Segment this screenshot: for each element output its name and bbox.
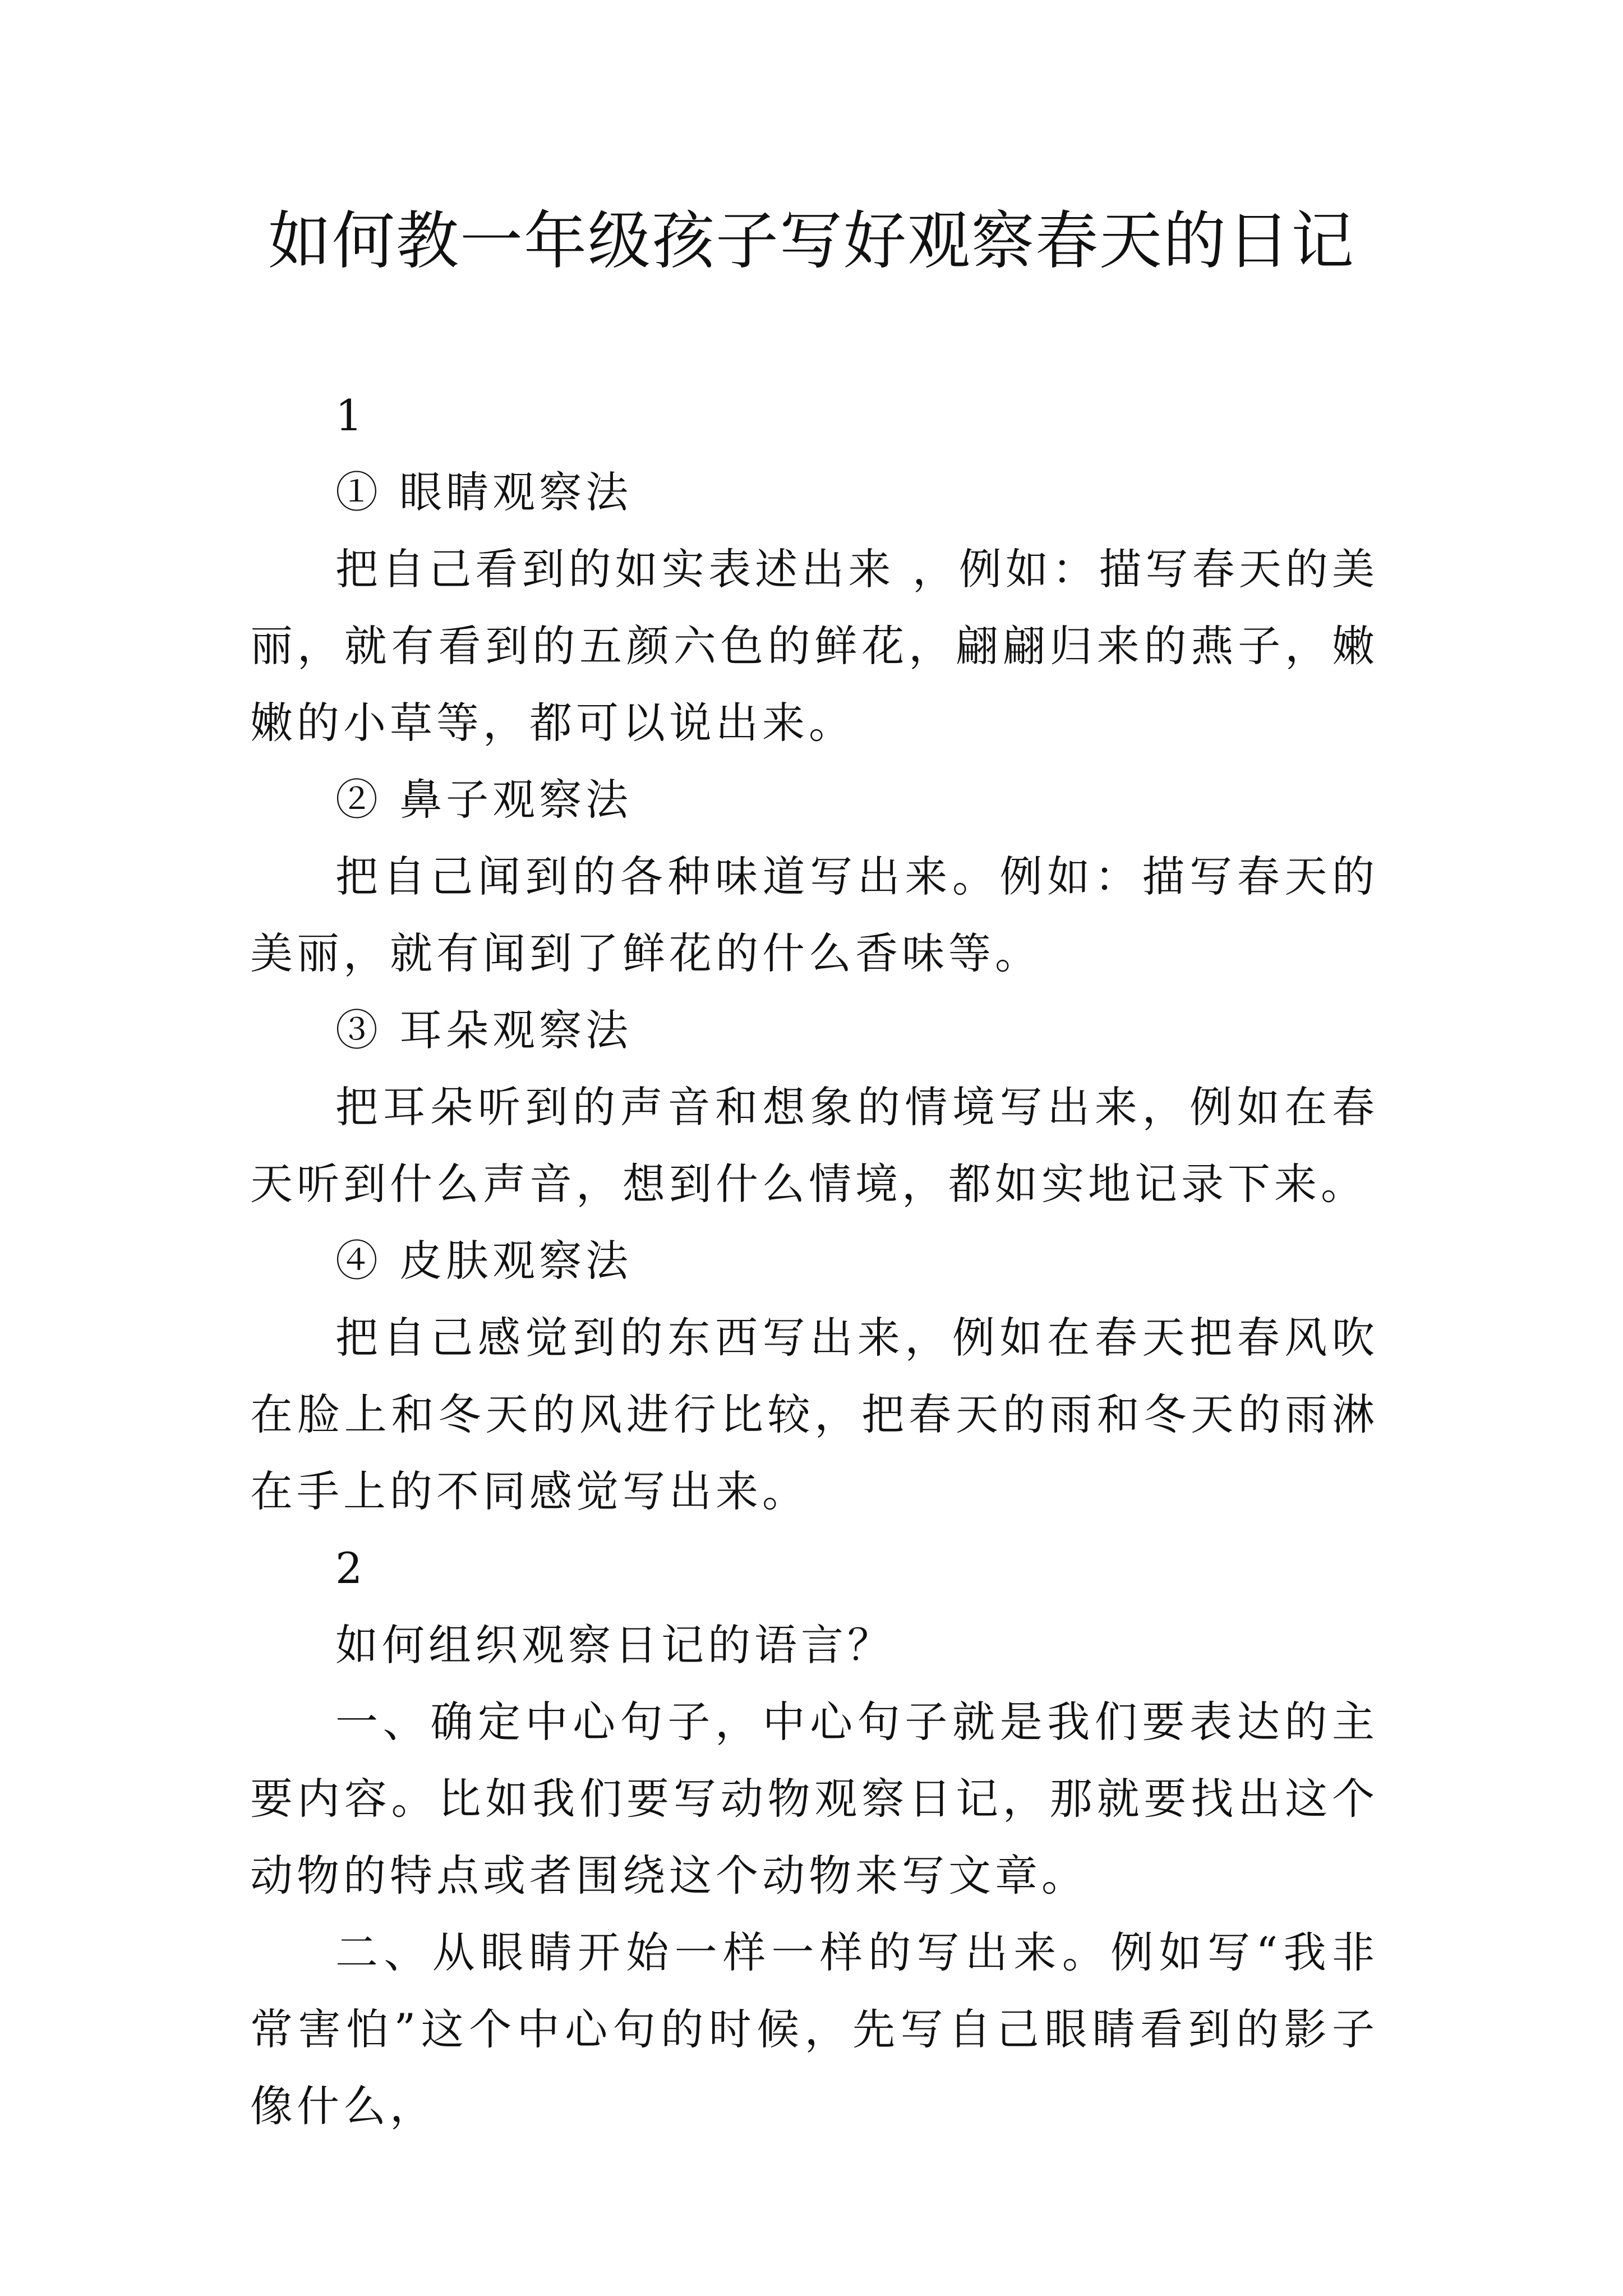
document-body [250,377,1378,2145]
paragraph-ears: 把耳朵听到的声音和想象的情境写出来，例如在春天听到什么声音，想到什么情境，都如实地记录下来。 [250,1082,1378,1209]
method-heading-eyes: ① 眼睛观察法 [335,467,633,517]
paragraph-step-one: 一、确定中心句子，中心句子就是我们要表达的主要内容。比如我们要写动物观察日记，那就要找出这个动物的特点或者围绕这个动物来写文章。 [250,1697,1378,1901]
method-heading-nose: ② 鼻子观察法 [335,775,633,825]
paragraph-skin: 把自己感觉到的东西写出来，例如在春天把春风吹在脸上和冬天的风进行比较，把春天的雨和冬天的雨淋在手上的不同感觉写出来。 [250,1313,1378,1516]
section-number: 1 [335,390,367,440]
section-heading-language: 如何组织观察日记的语言？ [335,1620,894,1670]
paragraph-eyes: 把自己看到的如实表述出来 ，例如：描写春天的美丽，就有看到的五颜六色的鲜花，翩翩归来的燕子，嫩嫩的小草等，都可以说出来。 [250,544,1378,748]
page-title: 如何教一年级孩子写好观察春天的日记 [268,205,1355,278]
paragraph-nose: 把自己闻到的各种味道写出来。例如：描写春天的美丽，就有闻到了鲜花的什么香味等。 [250,852,1378,978]
method-heading-ears: ③ 耳朵观察法 [335,1005,633,1055]
paragraph-step-two: 二、从眼睛开始一样一样的写出来。例如写“我非常害怕”这个中心句的时候，先写自己眼睛看到的影子像什么， [250,1927,1378,2131]
section-number: 2 [335,1543,367,1593]
method-heading-skin: ④ 皮肤观察法 [335,1236,633,1286]
